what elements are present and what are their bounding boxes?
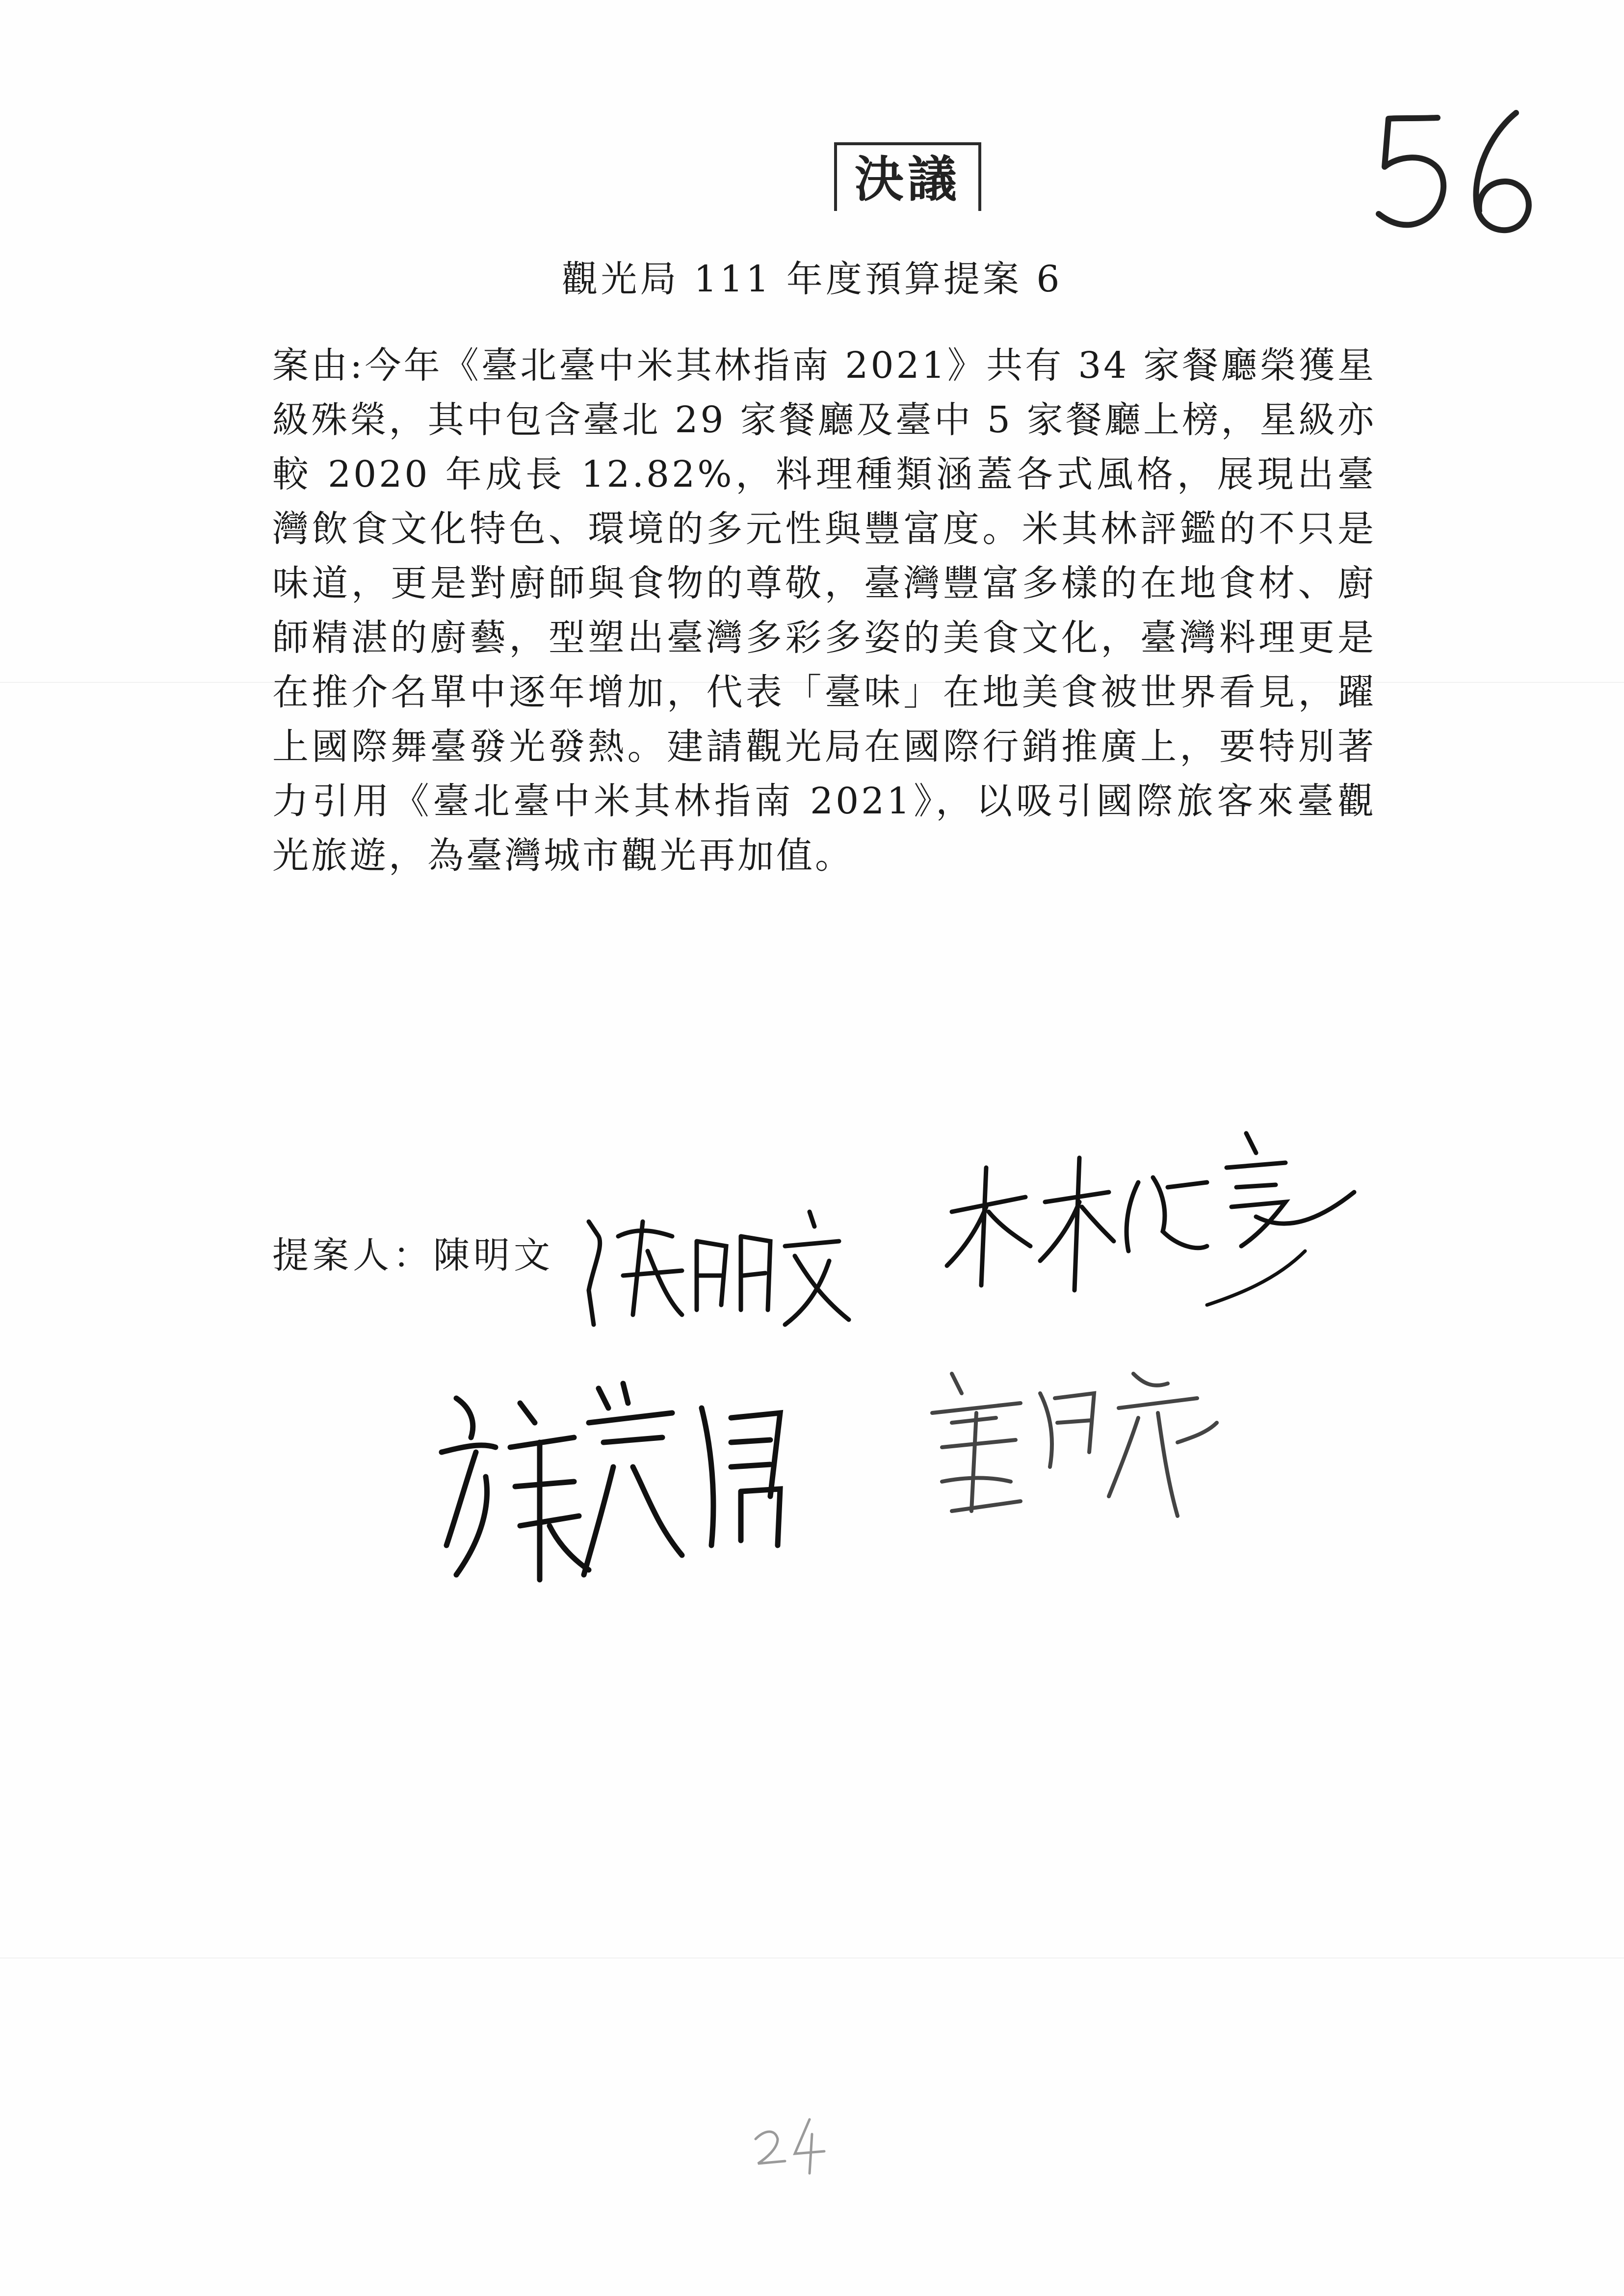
faint-pencil-mark [751, 2110, 834, 2178]
proposer-label: 提案人： [272, 1234, 433, 1277]
signature-4 [922, 1354, 1231, 1536]
resolution-stamp [834, 142, 981, 211]
signature-1 [574, 1192, 859, 1339]
proposal-reason-text: 今年《臺北臺中米其林指南 2021》共有 34 家餐廳榮獲星級殊榮，其中包含臺北 29 家餐廳及臺中 5 家餐廳上榜，星級亦較 2020 年成長 12.82%，料理種類涵蓋各式風格，展現出臺灣飲食文化特色、環境的多元性與豐富度。米其林評鑑的不只是味道，更是對廚師與食物的尊敬，臺灣豐富多樣的在地食材、廚師精湛的廚藝，型塑出臺灣多彩多姿的美食文化，臺灣料理更是在推介名單中逐年增加，代表「臺味」在地美食被世界看見，躍上國際舞臺發光發熱。建請觀光局在國際行銷推廣上，要特別著力引用《臺北臺中米其林指南 2021》，以吸引國際旅客來臺觀光旅遊，為臺灣城市觀光再加值。 [272, 344, 1376, 877]
signature-3 [427, 1369, 829, 1599]
proposal-body [272, 339, 1376, 883]
handwritten-page-number [1354, 98, 1560, 255]
stamp-label: 決議 [855, 151, 961, 208]
signature-4-drawing [922, 1354, 1231, 1536]
signature-2-drawing [932, 1123, 1364, 1310]
proposal-reason-label: 案由: [272, 344, 365, 387]
document-title: 觀光局 111 年度預算提案 6 [561, 258, 1063, 300]
signature-2 [932, 1123, 1364, 1310]
page-number-56-drawing [1354, 98, 1560, 255]
proposer-name: 陳明文 [433, 1234, 554, 1277]
signature-1-drawing [574, 1192, 859, 1339]
scan-artifact-line [0, 1957, 1624, 1958]
signature-3-drawing [427, 1369, 829, 1599]
faint-pencil-mark-drawing [751, 2110, 834, 2178]
proposer-line [272, 1226, 554, 1278]
